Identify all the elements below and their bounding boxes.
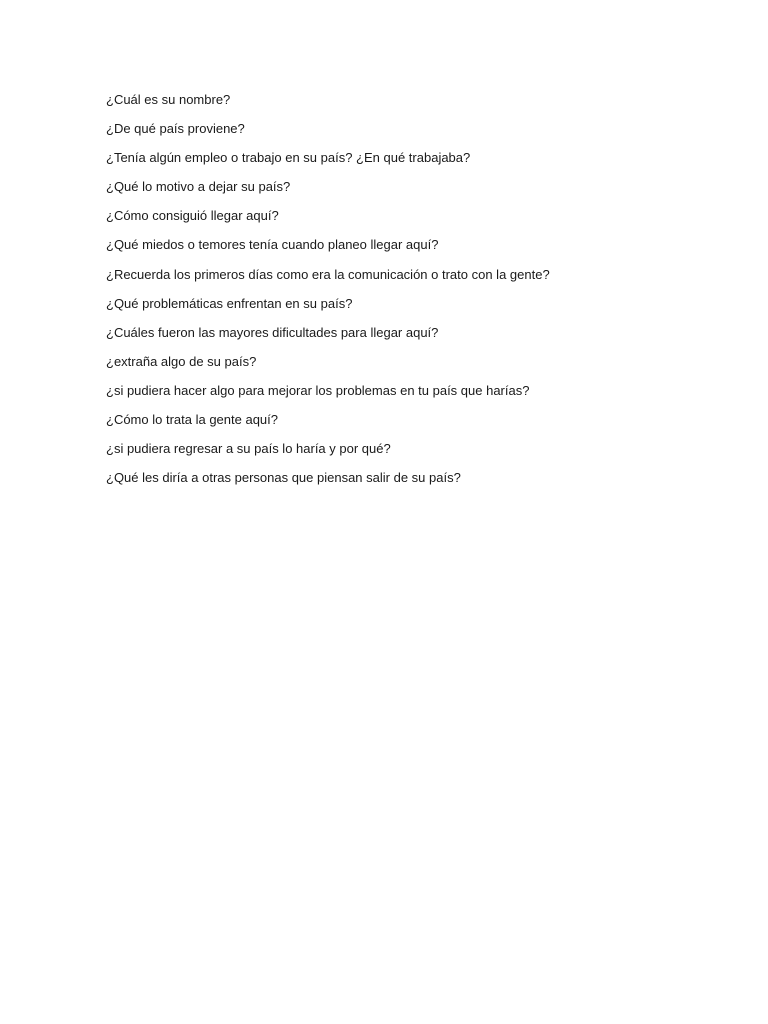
question-line: ¿Qué les diría a otras personas que piensan salir de su país? [106,470,461,486]
question-line: ¿Cómo lo trata la gente aquí? [106,412,278,428]
question-line: ¿De qué país proviene? [106,121,245,137]
question-line: ¿Cuál es su nombre? [106,92,231,107]
question-line: ¿Cómo consiguió llegar aquí? [106,208,279,224]
question-line: ¿Qué miedos o temores tenía cuando planeo llegar aquí? [106,237,439,253]
question-line: ¿Cuáles fueron las mayores dificultades para llegar aquí? [106,324,439,340]
question-line: ¿extraña algo de su país? [106,353,257,369]
question-line: ¿Recuerda los primeros días como era la comunicación o trato con la gente? [106,266,550,282]
question-line: ¿si pudiera regresar a su país lo haría y por qué? [106,441,391,457]
question-list [106,90,550,497]
question-line: ¿Qué lo motivo a dejar su país? [106,179,291,195]
question-line: ¿Tenía algún empleo o trabajo en su país? ¿En qué trabajaba? [106,150,471,166]
question-line: ¿si pudiera hacer algo para mejorar los problemas en tu país que harías? [106,382,530,398]
question-line: ¿Qué problemáticas enfrentan en su país? [106,295,353,311]
